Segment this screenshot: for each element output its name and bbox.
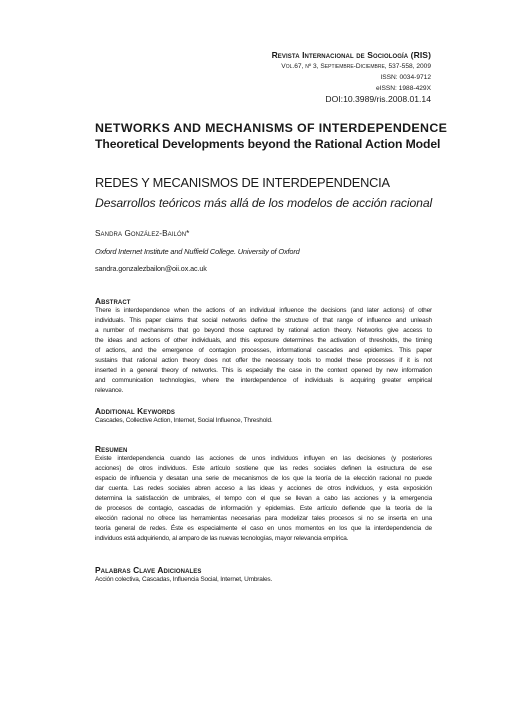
author-email[interactable]: sandra.gonzalezbailon@oii.ox.ac.uk: [95, 264, 207, 273]
resumen-line: elección racional no ofrece las herramientas necesarias para modelizar tales procesos si no se inserta en una: [95, 515, 432, 522]
resumen-line: acciones) de otros individuos. Este artículo sostiene que las redes sociales definen la estructura de ese: [95, 465, 432, 472]
article-title-english: NETWORKS AND MECHANISMS OF INTERDEPENDENCE: [95, 121, 448, 135]
journal-volume: Vol.67, nº 3, Septiembre-Diciembre, 537-558, 2009: [281, 63, 431, 70]
journal-issn: ISSN: 0034-9712: [380, 74, 431, 81]
palabras-clave-text: Acción colectiva, Cascadas, Influencia Social, Internet, Umbrales.: [95, 576, 273, 583]
keywords-body: [95, 416, 432, 426]
journal-eissn: eISSN: 1988-429X: [376, 85, 431, 92]
author-affiliation: Oxford Internet Institute and Nuffield College. University of Oxford: [95, 247, 300, 256]
article-subtitle-spanish: Desarrollos teóricos más allá de los modelos de acción racional: [95, 196, 433, 210]
resumen-body: [95, 454, 432, 544]
journal-title: Revista Internacional de Sociología (RIS): [271, 50, 431, 60]
resumen-line: espacio de influencia y desatan una serie de mecanismos de los que la teoría de la elección racional no puede: [95, 475, 432, 482]
abstract-line: the ideas and actions of other individuals, and this exposure determines the activation of thresholds, the timing: [95, 337, 432, 344]
abstract-heading: Abstract: [95, 296, 131, 306]
resumen-line: de procesos de contagio, cascadas de información y epidemias. Este artículo defiende que la teoría de la: [95, 505, 432, 512]
palabras-clave-heading: Palabras Clave Adicionales: [95, 565, 202, 575]
resumen-heading: Resumen: [95, 444, 128, 454]
abstract-line: and communication technologies, where the interdependence of individuals is acquiring greater empirical: [95, 377, 432, 384]
abstract-line: relevance.: [95, 387, 124, 394]
author-name: Sandra González-Bailón*: [95, 229, 190, 238]
resumen-line: dar cuenta. Las redes sociales abren acceso a las ideas y acciones de otros individuos, y esta exposición: [95, 485, 432, 492]
resumen-line: Existe interdependencia cuando las acciones de unos individuos influyen en las decisiones (y posteriores: [95, 455, 432, 462]
abstract-line: There is interdependence when the actions of an individual influence the decisions (and later actions) of other: [95, 307, 432, 314]
resumen-line: teoría general de redes. Éste es especialmente el caso en unos momentos en los que la interdependencia de: [95, 525, 432, 532]
abstract-line: inserted in a general theory of networks. This is especially the case in the context opened by new information: [95, 367, 432, 374]
palabras-clave-body: [95, 575, 432, 585]
article-subtitle-english: Theoretical Developments beyond the Rational Action Model: [95, 137, 441, 151]
abstract-line: individuals. This paper claims that social networks define the structure of that range of influence and unleash: [95, 317, 432, 324]
abstract-body: [95, 306, 432, 396]
abstract-line: a number of mechanisms that go beyond those captured by rational action theory. Networks give access to: [95, 327, 432, 334]
keywords-heading: Additional Keywords: [95, 406, 175, 416]
journal-header: [131, 50, 431, 105]
resumen-line: individuos está adquiriendo, al amparo de las nuevas tecnologías, mayor relevancia empírica.: [95, 535, 349, 542]
article-title-spanish: REDES Y MECANISMOS DE INTERDEPENDENCIA: [95, 175, 390, 190]
resumen-line: determina la satisfacción de umbrales, el tempo con el que se llevan a cabo las acciones y la emergencia: [95, 495, 432, 502]
keywords-text: Cascades, Collective Action, Internet, Social Influence, Threshold.: [95, 417, 273, 424]
abstract-line: of actions, and the emergence of contagion processes, informational cascades and epidemics. This paper: [95, 347, 432, 354]
abstract-line: sustains that rational action theory does not offer the necessary tools to model these processes if it is not: [95, 357, 432, 364]
journal-doi: DOI:10.3989/ris.2008.01.14: [325, 94, 431, 104]
